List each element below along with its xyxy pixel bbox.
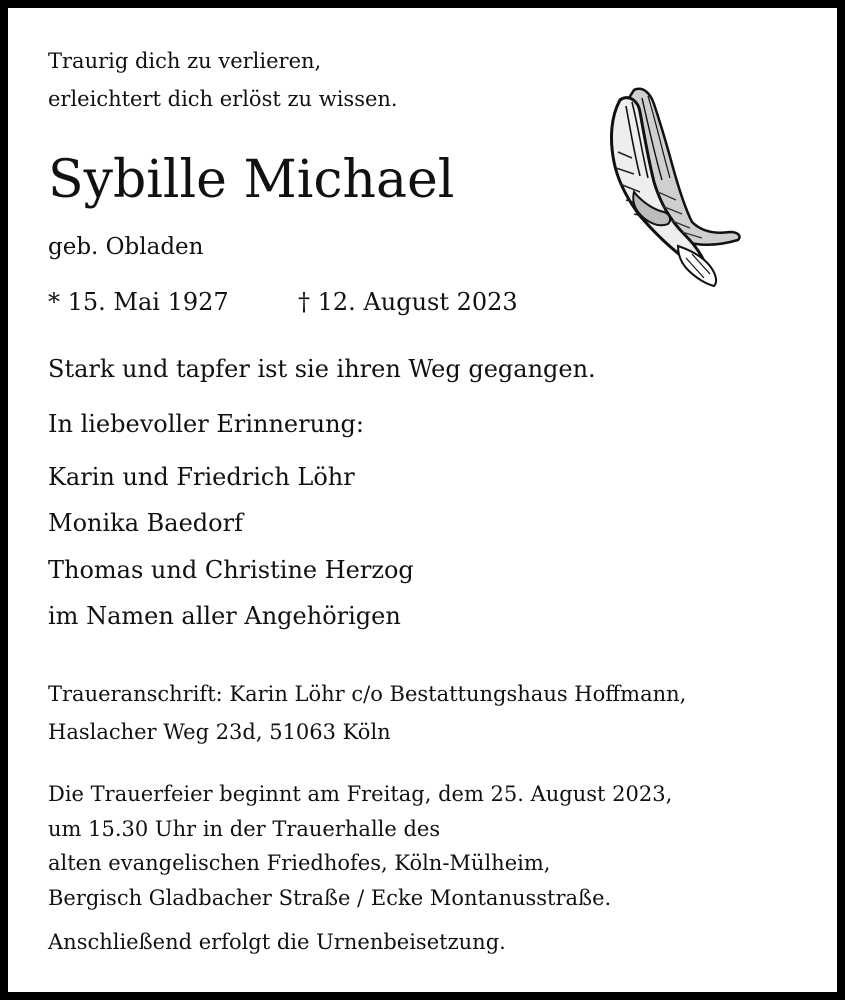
mourner-line: Thomas und Christine Herzog <box>48 556 414 584</box>
burial-note: Anschließend erfolgt die Urnenbeisetzung. <box>48 930 506 954</box>
motto-line-2: erleichtert dich erlöst zu wissen. <box>48 87 398 111</box>
address-line-2: Haslacher Weg 23d, 51063 Köln <box>48 720 391 744</box>
deceased-name: Sybille Michael <box>48 150 455 210</box>
birth-date: * 15. Mai 1927 <box>48 288 229 316</box>
maiden-name: geb. Obladen <box>48 234 204 260</box>
mourner-line: Monika Baedorf <box>48 509 243 537</box>
mourner-line: Karin und Friedrich Löhr <box>48 463 355 491</box>
remembrance-heading: In liebevoller Erinnerung: <box>48 410 364 438</box>
ceremony-line-1: Die Trauerfeier beginnt am Freitag, dem 25. August 2023, <box>48 782 673 806</box>
ceremony-line-2: um 15.30 Uhr in der Trauerhalle des <box>48 817 441 841</box>
ceremony-line-3: alten evangelischen Friedhofes, Köln-Mülheim, <box>48 851 551 875</box>
address-line-1: Traueranschrift: Karin Löhr c/o Bestattungshaus Hoffmann, <box>48 682 687 706</box>
motto-line-1: Traurig dich zu verlieren, <box>48 49 322 73</box>
death-date: † 12. August 2023 <box>298 288 518 316</box>
ceremony-line-4: Bergisch Gladbacher Straße / Ecke Montanusstraße. <box>48 886 612 910</box>
mourner-line: im Namen aller Angehörigen <box>48 602 401 630</box>
praying-hands-icon <box>598 82 748 290</box>
tribute-text: Stark und tapfer ist sie ihren Weg gegangen. <box>48 355 596 383</box>
